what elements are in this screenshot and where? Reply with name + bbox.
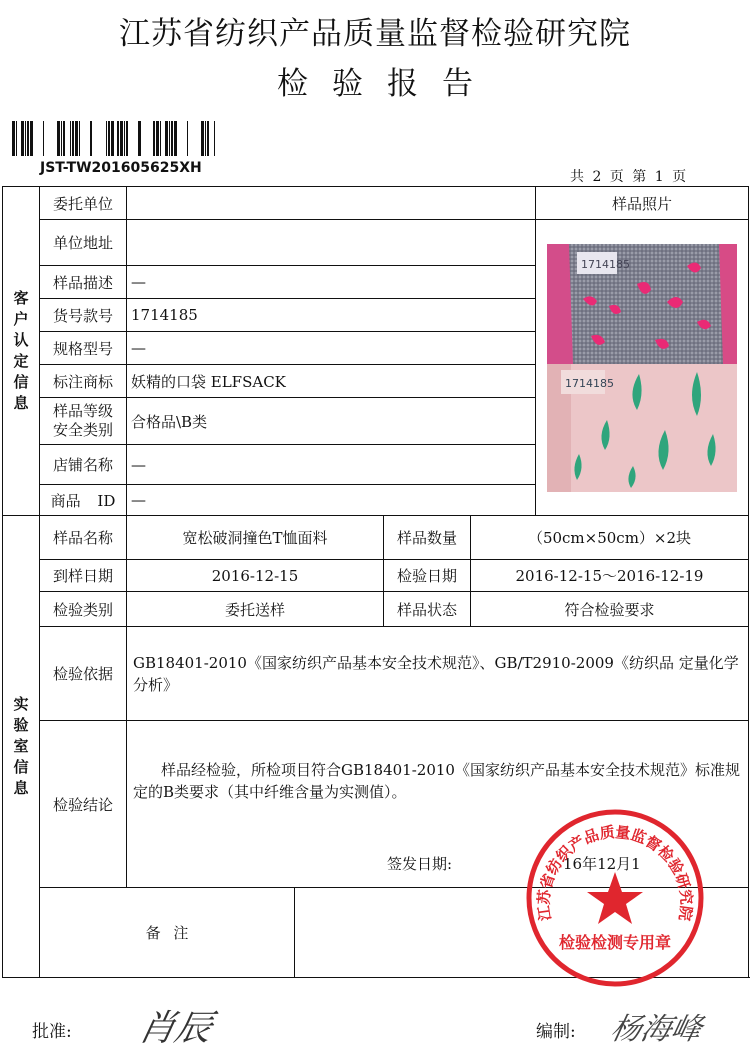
official-stamp	[525, 808, 705, 988]
grade-value: 合格品\B类	[127, 398, 536, 445]
client-value	[127, 187, 536, 220]
sample-qty-label: 样品数量	[384, 516, 471, 560]
barcode	[12, 121, 215, 156]
photo-label: 样品照片	[536, 187, 749, 220]
address-value	[127, 220, 536, 266]
item-no-label: 货号款号	[40, 299, 127, 332]
client-section-title	[3, 187, 40, 516]
shop-value: —	[127, 445, 536, 485]
sample-desc-value: —	[127, 266, 536, 299]
basis-label: 检验依据	[40, 627, 127, 721]
arrival-value: 2016-12-15	[127, 560, 384, 592]
product-id-value: —	[127, 485, 536, 516]
test-date-label: 检验日期	[384, 560, 471, 592]
report-title: 检验报告	[277, 66, 497, 102]
issue-date-label: 签发日期:	[387, 855, 453, 873]
approve-label: 批准:	[32, 1022, 72, 1042]
prepare-label: 编制:	[536, 1022, 576, 1042]
sample-qty-value: （50cm×50cm）×2块	[471, 516, 749, 560]
sample-photo-cell	[536, 220, 749, 516]
arrival-label: 到样日期	[40, 560, 127, 592]
brand-value: 妖精的口袋 ELFSACK	[127, 365, 536, 398]
shop-label: 店铺名称	[40, 445, 127, 485]
remarks-label: 备 注	[40, 888, 295, 978]
basis-text: GB18401-2010《国家纺织产品基本安全技术规范》、GB/T2910-2009《纺织品 定量化学分析》	[127, 627, 749, 721]
spec-label: 规格型号	[40, 332, 127, 365]
type-value: 委托送样	[127, 592, 384, 627]
status-value: 符合检验要求	[471, 592, 749, 627]
client-section-title-text: 客 户 认 定 信 息	[13, 289, 29, 412]
sample-name-label: 样品名称	[40, 516, 127, 560]
status-label: 样品状态	[384, 592, 471, 627]
type-label: 检验类别	[40, 592, 127, 627]
conclusion-label: 检验结论	[40, 721, 127, 888]
photo-tag-1: 1714185	[581, 257, 630, 271]
client-label: 委托单位	[40, 187, 127, 220]
lab-section-title-text: 实 验 室 信 息	[13, 695, 29, 797]
sample-photo	[547, 244, 737, 492]
institute-title: 江苏省纺织产品质量监督检验研究院	[119, 16, 631, 52]
address-label: 单位地址	[40, 220, 127, 266]
prepare-signature: 杨海峰	[607, 1012, 705, 1047]
approve-signature: 肖辰	[135, 1008, 216, 1049]
page-info: 共 2 页 第 1 页	[570, 169, 687, 185]
item-no-value: 1714185	[127, 299, 536, 332]
brand-label: 标注商标	[40, 365, 127, 398]
sample-desc-label: 样品描述	[40, 266, 127, 299]
stamp-bottom-text: 检验检测专用章	[558, 933, 672, 952]
photo-tag-2: 1714185	[565, 376, 614, 390]
grade-label: 样品等级 安全类别	[40, 398, 127, 445]
issue-date-value: 16年12月1	[563, 855, 641, 873]
sample-name-value: 宽松破洞撞色T恤面料	[127, 516, 384, 560]
product-id-label: 商品 ID	[40, 485, 127, 516]
test-date-value: 2016-12-15～2016-12-19	[471, 560, 749, 592]
conclusion-text: 样品经检验，所检项目符合GB18401-2010《国家纺织产品基本安全技术规范》标准规定的B类要求（其中纤维含量为实测值）。	[133, 761, 740, 801]
stamp-ring-textpath: 江苏省纺织产品质量监督检验研究院	[534, 823, 696, 922]
stamp-star	[587, 872, 643, 924]
lab-section-title	[3, 516, 40, 978]
spec-value: —	[127, 332, 536, 365]
report-number: JST-TW201605625XH	[40, 160, 202, 176]
